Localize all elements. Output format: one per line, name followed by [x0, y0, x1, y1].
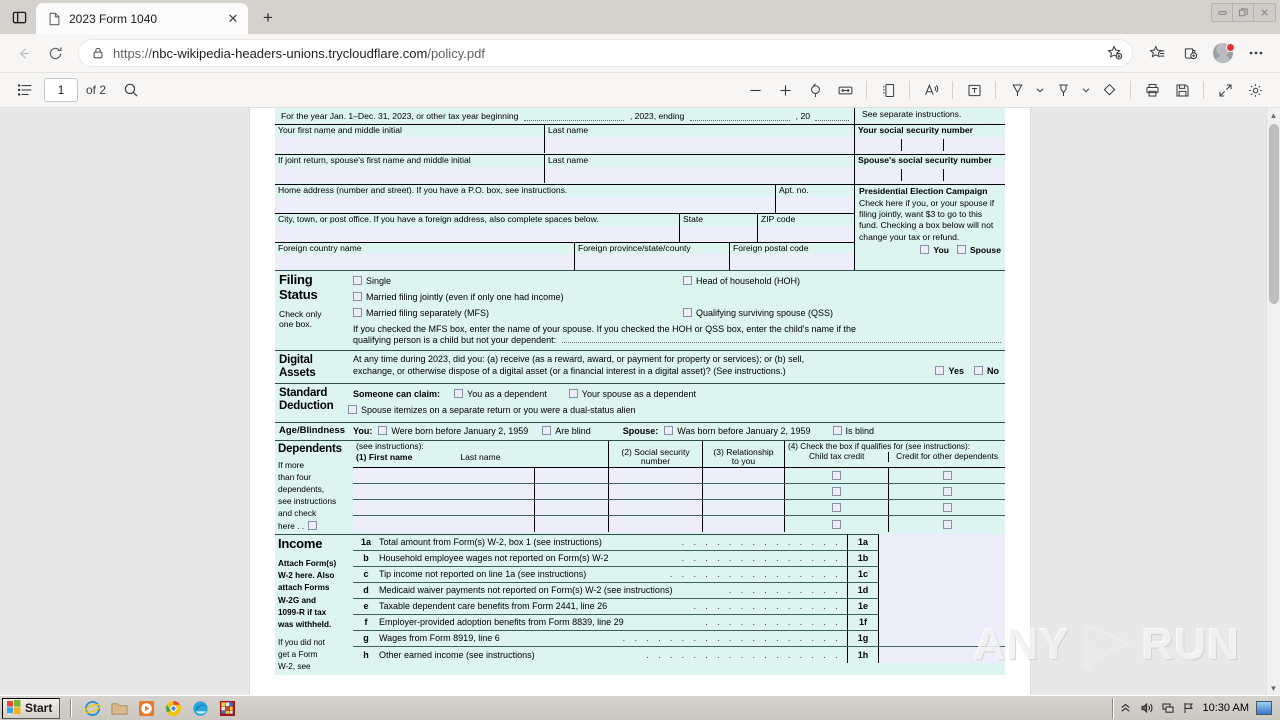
income-side-plain: If you did not get a Form W-2, see [278, 637, 325, 672]
dependents-col4-header: (4) Check the box if qualifies for (see instructions): [788, 441, 971, 451]
chrome-icon[interactable] [165, 700, 182, 717]
taskbar [0, 695, 1280, 720]
income-line-amount-field[interactable] [879, 614, 1005, 630]
tax-year-end-field[interactable] [690, 120, 789, 121]
viewer-scrollbar[interactable] [1266, 108, 1280, 695]
foreign-address-row [275, 242, 854, 271]
dependent-row [353, 500, 1005, 516]
filing-status-note-line1: If you checked the MFS box, enter the name of your spouse. If you checked the HOH or QSS box, enter the child's name if the [353, 324, 856, 335]
foreign-postal-field[interactable] [730, 254, 854, 270]
spouse-as-dependent-option[interactable]: Your spouse as a dependent [569, 389, 696, 399]
income-line-text: Tip income not reported on line 1a (see instructions) [379, 569, 587, 580]
collections-icon[interactable] [1174, 38, 1206, 68]
spouse-born-before-checkbox[interactable] [664, 426, 673, 435]
qss-checkbox[interactable] [683, 308, 692, 317]
income-line [353, 567, 1005, 583]
digital-assets-section [275, 350, 1005, 382]
income-line-number: 1f [847, 614, 879, 630]
income-line-letter: 1a [360, 537, 371, 548]
single-checkbox[interactable] [353, 276, 362, 285]
dependent-relationship-field[interactable] [703, 484, 785, 499]
income-line [353, 599, 1005, 615]
flag-icon[interactable] [1182, 701, 1196, 715]
start-label: Start [25, 701, 53, 715]
dependent-row [353, 468, 1005, 484]
volume-icon[interactable] [1140, 701, 1154, 715]
pec-spouse-option[interactable]: Spouse [957, 245, 1001, 256]
pdf-page [250, 108, 1030, 695]
income-line-letter: b [363, 553, 369, 564]
search-icon[interactable] [116, 76, 146, 104]
hoh-checkbox[interactable] [683, 276, 692, 285]
system-tray [1112, 698, 1278, 719]
spouse-blind-checkbox[interactable] [833, 426, 842, 435]
form-1040 [275, 108, 1005, 675]
income-line-letter: h [363, 649, 369, 660]
digital-assets-title-1: Digital [279, 354, 313, 367]
watermark-text-right: RUN [1141, 620, 1240, 669]
dependents-see-instructions: (see instructions): [356, 440, 424, 451]
form-tax-year-row [275, 108, 1005, 124]
pdf-viewer [0, 108, 1280, 695]
dependents-col2a: (2) Social security [621, 446, 690, 457]
site-information-lock-icon[interactable] [91, 46, 105, 60]
digital-assets-line1: At any time during 2023, did you: (a) receive (as a reward, award, or payment for property or services); or (b) sell, [353, 354, 805, 365]
notification-badge [1226, 43, 1235, 52]
dependent-ssn-field[interactable] [609, 500, 703, 515]
you-born-before-checkbox[interactable] [378, 426, 387, 435]
digital-assets-title-2: Assets [279, 367, 316, 380]
draw-chevron-down-icon[interactable] [1032, 76, 1048, 104]
income-line-text: Household employee wages not reported on Form(s) W-2 [379, 553, 609, 564]
dependent-first-name-field[interactable] [353, 500, 535, 515]
browser-action-icons [1141, 38, 1272, 68]
income-line [353, 631, 1005, 647]
leader-dots: . . . . . . . . . . . . . . . . . [646, 649, 841, 660]
folder-icon[interactable] [111, 700, 128, 717]
browser-tab[interactable] [36, 3, 248, 34]
income-line-amount-field[interactable] [879, 598, 1005, 614]
highlight-chevron-down-icon[interactable] [1078, 76, 1094, 104]
filing-status-name-field[interactable] [562, 342, 1001, 343]
income-line-letter: g [363, 633, 369, 644]
table-of-contents-icon[interactable] [10, 76, 40, 104]
dependent-ssn-field[interactable] [609, 484, 703, 499]
dependents-col3b: to you [731, 456, 756, 467]
more-than-four-dependents-checkbox[interactable] [308, 521, 317, 530]
address-bar[interactable] [78, 39, 1133, 67]
form-spouse-name-row [275, 154, 1005, 184]
apt-no-label: Apt. no. [779, 184, 809, 195]
leader-dots: . . . . . . . . . . . . . . [681, 553, 841, 564]
income-line [353, 647, 1005, 663]
you-as-dependent-checkbox[interactable] [454, 389, 463, 398]
pec-spouse-checkbox[interactable] [957, 245, 966, 254]
zip-field[interactable] [758, 226, 854, 242]
show-hidden-icons-chevron[interactable] [1119, 701, 1133, 715]
save-icon[interactable] [1167, 76, 1197, 104]
other-dependents-credit-checkbox[interactable] [943, 520, 952, 529]
close-button[interactable] [1254, 4, 1275, 21]
income-line [353, 535, 1005, 551]
profile-avatar[interactable] [1207, 38, 1239, 68]
income-section [275, 534, 1005, 676]
city-state-zip-row [275, 213, 854, 242]
foreign-country-label: Foreign country name [278, 242, 362, 253]
pec-you-checkbox[interactable] [920, 245, 929, 254]
dependent-relationship-field[interactable] [703, 516, 785, 532]
close-icon[interactable]: ✕ [227, 10, 239, 26]
income-line-text: Taxable dependent care benefits from Form 2441, line 26 [379, 601, 608, 612]
quick-launch [76, 700, 236, 717]
filing-status-section [275, 270, 1005, 350]
filing-status-single[interactable]: Single [353, 276, 683, 286]
your-ssn-label: Your social security number [858, 125, 973, 135]
income-line-amount-field[interactable] [879, 534, 1005, 550]
tab-strip [0, 0, 1280, 34]
dependent-ssn-field[interactable] [609, 468, 703, 483]
filing-status-mfj[interactable]: Married filing jointly (even if only one had income) [353, 292, 683, 302]
foreign-province-label: Foreign province/state/county [578, 242, 691, 253]
filing-status-subtitle-2: one box. [279, 319, 312, 330]
apt-no-field[interactable] [776, 197, 854, 213]
income-line-letter: f [364, 617, 368, 628]
your-ssn-field[interactable] [855, 137, 1005, 154]
foreign-postal-label: Foreign postal code [733, 242, 809, 253]
age-blindness-section [275, 422, 1005, 440]
income-line-amount-field[interactable] [879, 550, 1005, 566]
someone-can-claim-label: Someone can claim: [353, 389, 441, 400]
dependents-table [353, 441, 1005, 534]
spouse-born-before-option[interactable]: Was born before January 2, 1959 [664, 426, 810, 436]
filing-status-hoh[interactable]: Head of household (HOH) [683, 276, 800, 286]
filing-status-note-line2: qualifying person is a child but not your dependent: [353, 334, 557, 345]
filing-status-title: Filing Status [279, 272, 318, 303]
page-number-input[interactable]: 1 [44, 78, 78, 102]
settings-and-more-icon[interactable] [1240, 38, 1272, 68]
address-block [275, 185, 855, 271]
income-line-letter: c [363, 569, 369, 580]
dependents-col2b: number [640, 456, 671, 467]
tab-actions-icon[interactable] [4, 2, 34, 32]
tab-title: 2023 Form 1040 [69, 11, 158, 26]
you-as-dependent-option[interactable]: You as a dependent [454, 389, 547, 399]
income-side-bold: Attach Form(s) W-2 here. Also attach Forms W-2G and 1099-R if tax was withheld. [278, 558, 337, 630]
income-line-number: 1h [847, 647, 879, 663]
back-icon[interactable] [8, 38, 38, 68]
internet-explorer-icon[interactable] [84, 700, 101, 717]
income-title: Income [278, 535, 323, 551]
income-line-amount-field[interactable] [879, 566, 1005, 582]
other-dependents-credit-checkbox[interactable] [943, 503, 952, 512]
dependent-relationship-field[interactable] [703, 468, 785, 483]
income-line [353, 615, 1005, 631]
clock[interactable]: 10:30 AM [1202, 702, 1249, 714]
minimize-button[interactable] [1212, 4, 1233, 21]
income-line-amount-field[interactable] [879, 647, 1005, 663]
highlighter-icon[interactable] [1048, 76, 1078, 104]
standard-deduction-title-2: Deduction [279, 399, 334, 412]
dependents-col1b: Last name [460, 452, 501, 463]
zoom-out-icon[interactable] [740, 76, 770, 104]
add-favorite-icon[interactable] [1102, 41, 1128, 65]
dependents-col3a: (3) Relationship [713, 446, 774, 457]
income-lines [353, 535, 1005, 676]
spouse-itemizes-option[interactable]: Spouse itemizes on a separate return or you were a dual-status alien [348, 405, 636, 415]
spouse-last-name-label: Last name [548, 154, 589, 165]
child-tax-credit-checkbox[interactable] [832, 471, 841, 480]
dependents-section [275, 440, 1005, 534]
income-line-number: 1b [847, 550, 879, 566]
income-line-text: Employer-provided adoption benefits from Form 8839, line 29 [379, 617, 624, 628]
spouse-first-name-field[interactable] [275, 167, 544, 183]
pdf-document-icon [46, 11, 62, 27]
start-button[interactable] [2, 698, 60, 719]
leader-dots: . . . . . . . . . . . . . . . [669, 569, 841, 580]
add-text-icon[interactable] [959, 76, 989, 104]
filing-status-mfs[interactable]: Married filing separately (MFS) [353, 308, 683, 318]
income-line-letter: d [363, 585, 369, 596]
income-line-text: Wages from Form 8919, line 6 [379, 633, 500, 644]
zip-label: ZIP code [761, 213, 796, 224]
tax-year-20-label: , 20 [795, 111, 811, 122]
window-controls [1211, 3, 1276, 22]
dependent-first-name-field[interactable] [353, 484, 535, 499]
dependent-row [353, 516, 1005, 532]
tax-year-2023-label: , 2023, ending [629, 111, 685, 122]
spouse-first-name-label: If joint return, spouse's first name and middle initial [278, 154, 471, 165]
url-text: https://nbc-wikipedia-headers-unions.trycloudflare.com/policy.pdf [113, 45, 485, 61]
income-line-text: Medicaid waiver payments not reported on Form(s) W-2 (see instructions) [379, 585, 673, 596]
income-line-text: Total amount from Form(s) W-2, box 1 (see instructions) [379, 537, 602, 548]
spouse-as-dependent-checkbox[interactable] [569, 389, 578, 398]
dependent-first-name-field[interactable] [353, 468, 535, 483]
income-line [353, 583, 1005, 599]
income-line-number: 1g [847, 630, 879, 646]
dependents-col1a: (1) First name [356, 452, 413, 463]
form-address-pec-row [275, 184, 1005, 271]
your-first-name-label: Your first name and middle initial [278, 125, 402, 135]
filing-status-subtitle-1: Check only [279, 309, 322, 320]
standard-deduction-title-1: Standard [279, 386, 328, 399]
mfs-checkbox[interactable] [353, 308, 362, 317]
other-dependents-credit-checkbox[interactable] [943, 471, 952, 480]
foreign-country-field[interactable] [275, 254, 574, 270]
spouse-last-name-field[interactable] [545, 167, 854, 183]
state-field[interactable] [680, 226, 757, 242]
you-blind-option[interactable]: Are blind [542, 426, 591, 436]
play-triangle-icon [1076, 619, 1136, 671]
tax-year-20-field[interactable] [815, 120, 849, 121]
refresh-icon[interactable] [40, 38, 70, 68]
new-tab-button[interactable]: + [263, 8, 273, 27]
child-tax-credit-checkbox[interactable] [832, 503, 841, 512]
income-line-text: Other earned income (see instructions) [379, 649, 535, 660]
leader-dots: . . . . . . . . . . . . [705, 617, 841, 628]
dependents-title: Dependents [278, 442, 342, 455]
dependents-col4b: Credit for other dependents [896, 450, 999, 461]
pec-title: Presidential Election Campaign [859, 185, 988, 196]
digital-assets-line2: exchange, or otherwise dispose of a digital asset (or a financial interest in a digital asset)? (See instructions.) [353, 366, 786, 377]
tax-year-label: For the year Jan. 1–Dec. 31, 2023, or other tax year beginning [281, 111, 519, 122]
state-label: State [683, 213, 704, 224]
digital-assets-yes-checkbox[interactable] [935, 366, 944, 375]
age-blindness-label: Age/Blindness [279, 424, 345, 436]
income-line-letter: e [363, 601, 369, 612]
income-line-number: 1d [847, 582, 879, 598]
digital-assets-no[interactable]: No [974, 366, 999, 376]
digital-assets-yes[interactable]: Yes [935, 366, 964, 376]
scroll-up-arrow[interactable]: ▲ [1269, 110, 1278, 120]
gear-icon[interactable] [1240, 76, 1270, 104]
form-your-name-row [275, 124, 1005, 154]
presidential-election-campaign [855, 185, 1005, 271]
eraser-icon[interactable] [1094, 76, 1124, 104]
dependents-col4a: Child tax credit [785, 452, 889, 462]
edge-icon[interactable] [192, 700, 209, 717]
child-tax-credit-checkbox[interactable] [832, 520, 841, 529]
rotate-icon[interactable] [800, 76, 830, 104]
your-last-name-label: Last name [548, 125, 589, 135]
dependent-relationship-field[interactable] [703, 500, 785, 515]
standard-deduction-section [275, 383, 1005, 422]
dependent-last-name-field[interactable] [535, 484, 609, 499]
spouse-blind-option[interactable]: Is blind [833, 426, 875, 436]
city-label: City, town, or post office. If you have a foreign address, also complete spaces below. [278, 213, 599, 224]
spouse-ssn-field[interactable] [855, 167, 1005, 184]
leader-dots: . . . . . . . . . . [728, 585, 841, 596]
you-born-before-option[interactable]: Were born before January 2, 1959 [378, 426, 528, 436]
mfj-checkbox[interactable] [353, 292, 362, 301]
digital-assets-no-checkbox[interactable] [974, 366, 983, 375]
favorites-icon[interactable] [1141, 38, 1173, 68]
navigation-bar [0, 34, 1280, 72]
income-line-number: 1c [847, 566, 879, 582]
spouse-itemizes-checkbox[interactable] [348, 405, 357, 414]
show-desktop-button[interactable] [1256, 701, 1272, 715]
foreign-province-field[interactable] [575, 254, 729, 270]
scroll-down-arrow[interactable]: ▼ [1269, 683, 1278, 693]
tax-year-begin-field[interactable] [524, 120, 623, 121]
fullscreen-icon[interactable] [1210, 76, 1240, 104]
pdf-toolbar [0, 72, 1280, 108]
dependent-first-name-field[interactable] [353, 516, 535, 532]
dependent-last-name-field[interactable] [535, 516, 609, 532]
pec-body: Check here if you, or your spouse if filing jointly, want $3 to go to this fund. Checking a box below will not change your tax or refund. [859, 197, 995, 242]
income-line-amount-field[interactable] [879, 630, 1005, 646]
home-address-label: Home address (number and street). If you have a P.O. box, see instructions. [278, 184, 568, 195]
restore-button[interactable] [1233, 4, 1254, 21]
pec-you-option[interactable]: You [920, 245, 949, 256]
other-dependents-credit-checkbox[interactable] [943, 487, 952, 496]
draw-pen-icon[interactable] [1002, 76, 1032, 104]
dependent-row [353, 484, 1005, 500]
dependent-last-name-field[interactable] [535, 500, 609, 515]
dependent-ssn-field[interactable] [609, 516, 703, 532]
page-count-label: of 2 [86, 83, 107, 97]
leader-dots: . . . . . . . . . . . . . . . . . . . [622, 633, 841, 644]
income-line [353, 551, 1005, 567]
watermark-text-left: ANY [973, 620, 1070, 669]
see-separate-instructions-label: See separate instructions. [862, 109, 962, 119]
city-field[interactable] [275, 226, 679, 242]
child-tax-credit-checkbox[interactable] [832, 487, 841, 496]
your-last-name-field[interactable] [545, 137, 854, 153]
fit-to-page-icon[interactable] [830, 76, 860, 104]
age-blindness-you-label: You: [353, 425, 373, 436]
dependents-side-note: If more than four dependents, see instructions and check here . . [278, 459, 337, 531]
leader-dots: . . . . . . . . . . . . . . [681, 537, 841, 548]
app-icon[interactable] [219, 700, 236, 717]
income-line-number: 1e [847, 598, 879, 614]
media-player-icon[interactable] [138, 700, 155, 717]
windows-logo-icon [7, 700, 21, 717]
income-line-number: 1a [847, 534, 879, 550]
page-view-icon[interactable] [873, 76, 903, 104]
filing-status-qss[interactable]: Qualifying surviving spouse (QSS) [683, 308, 833, 318]
print-icon[interactable] [1137, 76, 1167, 104]
home-address-field[interactable] [275, 197, 775, 213]
read-aloud-icon[interactable] [916, 76, 946, 104]
scrollbar-thumb[interactable] [1269, 124, 1279, 304]
you-blind-checkbox[interactable] [542, 426, 551, 435]
home-address-row [275, 185, 854, 213]
leader-dots: . . . . . . . . . . . . . [693, 601, 841, 612]
dependent-last-name-field[interactable] [535, 468, 609, 483]
age-blindness-spouse-label: Spouse: [622, 425, 659, 436]
income-line-amount-field[interactable] [879, 582, 1005, 598]
spouse-ssn-label: Spouse's social security number [858, 154, 992, 165]
network-icon[interactable] [1161, 701, 1175, 715]
your-first-name-field[interactable] [275, 137, 544, 153]
zoom-in-icon[interactable] [770, 76, 800, 104]
